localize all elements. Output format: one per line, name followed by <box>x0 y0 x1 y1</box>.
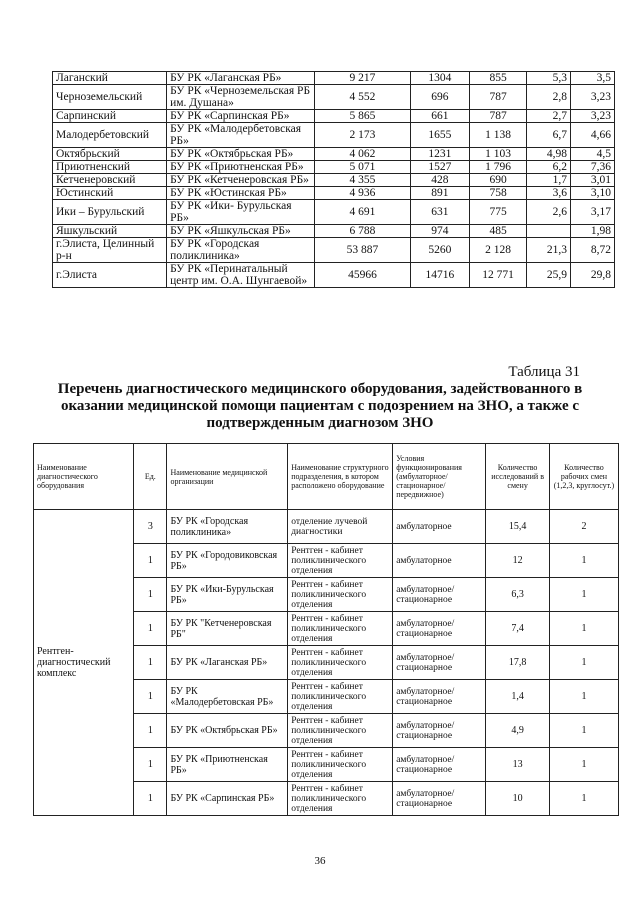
cell-conditions: амбулаторное/ стационарное <box>393 782 486 816</box>
cell-conditions: амбулаторное <box>393 510 486 544</box>
cell-conditions: амбулаторное/ стационарное <box>393 748 486 782</box>
cell-col-a: 5260 <box>410 238 470 263</box>
cell-studies-per-shift: 15,4 <box>486 510 550 544</box>
table-row <box>53 123 615 148</box>
header-shifts: Количество рабочих смен (1,2,3, круглосут.) <box>549 444 618 510</box>
table-number: Таблица 31 <box>508 364 580 380</box>
cell-col-d: 3,17 <box>571 200 615 225</box>
table-row <box>53 225 615 238</box>
cell-studies-per-shift: 4,9 <box>486 714 550 748</box>
cell-shifts: 1 <box>549 714 618 748</box>
cell-conditions: амбулаторное/ стационарное <box>393 646 486 680</box>
cell-col-c: 6,2 <box>527 161 571 174</box>
cell-population: 4 552 <box>315 85 410 110</box>
table-row <box>53 187 615 200</box>
cell-col-a: 428 <box>410 174 470 187</box>
table-row <box>53 85 615 110</box>
cell-organization: БУ РК «Черноземельская РБ им. Душана» <box>167 85 315 110</box>
cell-department: Рентген - кабинет поликлинического отделения <box>288 578 393 612</box>
cell-studies-per-shift: 13 <box>486 748 550 782</box>
cell-col-d: 3,23 <box>571 85 615 110</box>
table-row <box>53 148 615 161</box>
cell-district: г.Элиста <box>53 263 167 288</box>
table-row <box>53 263 615 288</box>
cell-col-a: 1231 <box>410 148 470 161</box>
cell-col-b: 787 <box>470 85 527 110</box>
cell-organization: БУ РК «Лаганская РБ» <box>167 72 315 85</box>
cell-col-b: 2 128 <box>470 238 527 263</box>
cell-population: 4 691 <box>315 200 410 225</box>
header-studies-per-shift: Количество исследований в смену <box>486 444 550 510</box>
cell-col-c: 21,3 <box>527 238 571 263</box>
cell-col-a: 696 <box>410 85 470 110</box>
cell-population: 6 788 <box>315 225 410 238</box>
cell-col-a: 14716 <box>410 263 470 288</box>
cell-col-b: 787 <box>470 110 527 123</box>
cell-studies-per-shift: 10 <box>486 782 550 816</box>
cell-population: 5 865 <box>315 110 410 123</box>
cell-col-a: 631 <box>410 200 470 225</box>
cell-population: 2 173 <box>315 123 410 148</box>
cell-organization: БУ РК «Октябрьская РБ» <box>167 714 288 748</box>
cell-studies-per-shift: 1,4 <box>486 680 550 714</box>
cell-organization: БУ РК «Городская поликлиника» <box>167 238 315 263</box>
cell-col-c: 4,98 <box>527 148 571 161</box>
cell-col-b: 775 <box>470 200 527 225</box>
cell-col-b: 12 771 <box>470 263 527 288</box>
cell-col-c: 2,7 <box>527 110 571 123</box>
cell-shifts: 1 <box>549 680 618 714</box>
cell-units: 3 <box>134 510 167 544</box>
cell-studies-per-shift: 7,4 <box>486 612 550 646</box>
cell-population: 4 062 <box>315 148 410 161</box>
cell-col-b: 485 <box>470 225 527 238</box>
equipment-table-header <box>34 444 619 510</box>
cell-department: Рентген - кабинет поликлинического отделения <box>288 748 393 782</box>
cell-col-d: 8,72 <box>571 238 615 263</box>
table-row <box>34 510 619 544</box>
cell-shifts: 1 <box>549 578 618 612</box>
cell-col-c: 5,3 <box>527 72 571 85</box>
hospitals-table <box>52 71 615 288</box>
cell-population: 9 217 <box>315 72 410 85</box>
cell-col-c: 25,9 <box>527 263 571 288</box>
cell-organization: БУ РК «Сарпинская РБ» <box>167 110 315 123</box>
cell-organization: БУ РК «Октябрьская РБ» <box>167 148 315 161</box>
equipment-table <box>33 443 619 816</box>
table-row <box>53 72 615 85</box>
cell-district: Черноземельский <box>53 85 167 110</box>
cell-organization: БУ РК "Кетченеровская РБ" <box>167 612 288 646</box>
header-conditions: Условия функционирования (амбулаторное/ стационарное/ передвижное) <box>393 444 486 510</box>
cell-units: 1 <box>134 612 167 646</box>
table-row <box>53 238 615 263</box>
cell-district: Малодербетовский <box>53 123 167 148</box>
cell-organization: БУ РК «Приютненская РБ» <box>167 748 288 782</box>
cell-organization: БУ РК «Ики-Бурульская РБ» <box>167 578 288 612</box>
cell-district: Юстинский <box>53 187 167 200</box>
cell-population: 45966 <box>315 263 410 288</box>
cell-units: 1 <box>134 782 167 816</box>
cell-conditions: амбулаторное/ стационарное <box>393 714 486 748</box>
cell-units: 1 <box>134 714 167 748</box>
table-row <box>53 200 615 225</box>
cell-district: г.Элиста, Целинный р-н <box>53 238 167 263</box>
cell-col-b: 855 <box>470 72 527 85</box>
cell-shifts: 1 <box>549 748 618 782</box>
cell-col-b: 1 103 <box>470 148 527 161</box>
cell-col-d: 1,98 <box>571 225 615 238</box>
cell-department: Рентген - кабинет поликлинического отделения <box>288 782 393 816</box>
cell-col-d: 4,5 <box>571 148 615 161</box>
cell-equipment-name: Рентген-диагностический комплекс <box>34 510 134 816</box>
header-department: Наименование структурного подразделения, в котором расположено оборудование <box>288 444 393 510</box>
cell-col-c: 1,7 <box>527 174 571 187</box>
cell-department: Рентген - кабинет поликлинического отделения <box>288 680 393 714</box>
cell-conditions: амбулаторное <box>393 544 486 578</box>
cell-col-d: 7,36 <box>571 161 615 174</box>
cell-col-a: 661 <box>410 110 470 123</box>
cell-studies-per-shift: 17,8 <box>486 646 550 680</box>
table-row <box>53 110 615 123</box>
cell-units: 1 <box>134 748 167 782</box>
cell-col-c <box>527 225 571 238</box>
cell-col-a: 1655 <box>410 123 470 148</box>
cell-district: Октябрьский <box>53 148 167 161</box>
cell-department: Рентген - кабинет поликлинического отделения <box>288 714 393 748</box>
cell-col-b: 1 138 <box>470 123 527 148</box>
cell-col-d: 3,10 <box>571 187 615 200</box>
header-organization: Наименование медицинской организации <box>167 444 288 510</box>
cell-district: Сарпинский <box>53 110 167 123</box>
cell-shifts: 1 <box>549 612 618 646</box>
cell-col-b: 690 <box>470 174 527 187</box>
cell-organization: БУ РК «Приютненская РБ» <box>167 161 315 174</box>
cell-organization: БУ РК «Юстинская РБ» <box>167 187 315 200</box>
cell-shifts: 1 <box>549 646 618 680</box>
cell-col-d: 29,8 <box>571 263 615 288</box>
cell-district: Ики – Бурульский <box>53 200 167 225</box>
cell-shifts: 1 <box>549 544 618 578</box>
page-number: 36 <box>314 855 326 867</box>
cell-organization: БУ РК «Лаганская РБ» <box>167 646 288 680</box>
table-row <box>53 174 615 187</box>
cell-organization: БУ РК «Ики- Бурульская РБ» <box>167 200 315 225</box>
cell-conditions: амбулаторное/ стационарное <box>393 680 486 714</box>
cell-col-a: 891 <box>410 187 470 200</box>
cell-organization: БУ РК «Городская поликлиника» <box>167 510 288 544</box>
cell-population: 4 355 <box>315 174 410 187</box>
cell-district: Приютненский <box>53 161 167 174</box>
cell-district: Лаганский <box>53 72 167 85</box>
cell-population: 5 071 <box>315 161 410 174</box>
cell-organization: БУ РК «Кетченеровская РБ» <box>167 174 315 187</box>
table-caption: Перечень диагностического медицинского оборудования, задействованного в оказании медицинской помощи пациентам с подозрением на ЗНО, а также с подтвержденным диагнозом ЗНО <box>57 381 583 431</box>
cell-col-d: 3,5 <box>571 72 615 85</box>
cell-col-d: 3,23 <box>571 110 615 123</box>
cell-organization: БУ РК «Малодербетовская РБ» <box>167 123 315 148</box>
cell-organization: БУ РК «Яшкульская РБ» <box>167 225 315 238</box>
cell-studies-per-shift: 12 <box>486 544 550 578</box>
cell-department: отделение лучевой диагностики <box>288 510 393 544</box>
cell-district: Кетченеровский <box>53 174 167 187</box>
cell-shifts: 2 <box>549 510 618 544</box>
cell-shifts: 1 <box>549 782 618 816</box>
cell-district: Яшкульский <box>53 225 167 238</box>
header-units: Ед. <box>134 444 167 510</box>
cell-units: 1 <box>134 578 167 612</box>
cell-col-a: 1527 <box>410 161 470 174</box>
cell-col-d: 3,01 <box>571 174 615 187</box>
cell-population: 4 936 <box>315 187 410 200</box>
cell-col-c: 6,7 <box>527 123 571 148</box>
cell-col-c: 2,6 <box>527 200 571 225</box>
cell-col-b: 758 <box>470 187 527 200</box>
cell-conditions: амбулаторное/ стационарное <box>393 578 486 612</box>
cell-department: Рентген - кабинет поликлинического отделения <box>288 612 393 646</box>
cell-organization: БУ РК «Городовиковская РБ» <box>167 544 288 578</box>
cell-col-a: 974 <box>410 225 470 238</box>
cell-organization: БУ РК «Перинатальный центр им. О.А. Шунгаевой» <box>167 263 315 288</box>
header-equipment: Наименование диагностического оборудования <box>34 444 134 510</box>
cell-units: 1 <box>134 544 167 578</box>
cell-conditions: амбулаторное/ стационарное <box>393 612 486 646</box>
cell-col-d: 4,66 <box>571 123 615 148</box>
cell-col-c: 3,6 <box>527 187 571 200</box>
cell-organization: БУ РК «Сарпинская РБ» <box>167 782 288 816</box>
table-row <box>53 161 615 174</box>
cell-units: 1 <box>134 646 167 680</box>
cell-col-b: 1 796 <box>470 161 527 174</box>
cell-col-a: 1304 <box>410 72 470 85</box>
cell-population: 53 887 <box>315 238 410 263</box>
cell-studies-per-shift: 6,3 <box>486 578 550 612</box>
cell-organization: БУ РК «Малодербетовская РБ» <box>167 680 288 714</box>
cell-units: 1 <box>134 680 167 714</box>
cell-col-c: 2,8 <box>527 85 571 110</box>
cell-department: Рентген - кабинет поликлинического отделения <box>288 544 393 578</box>
cell-department: Рентген - кабинет поликлинического отделения <box>288 646 393 680</box>
